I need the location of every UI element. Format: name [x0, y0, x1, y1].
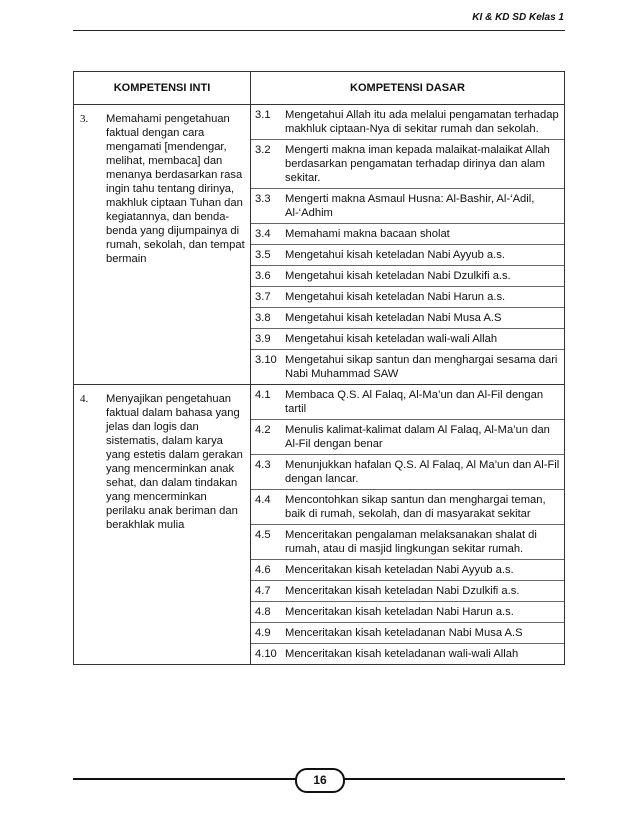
kd-number: 4.3 — [255, 459, 271, 471]
kd-number: 4.5 — [255, 529, 271, 541]
table-body — [74, 105, 565, 665]
kd-number: 3.4 — [255, 228, 271, 240]
table-row — [74, 105, 565, 385]
kd-item — [251, 602, 564, 623]
kd-item — [251, 350, 564, 384]
kd-number: 4.1 — [255, 389, 271, 401]
kd-item — [251, 105, 564, 140]
ki-text: Menyajikan pengetahuan faktual dalam bahasa yang jelas dan logis dan sistematis, dalam karya yang estetis dalam gerakan yang mencerminkan anak sehat, dan dalam tindakan yang mencerminkan perilaku anak beriman dan berakhlak mulia — [106, 393, 243, 531]
ki-cell — [74, 105, 251, 385]
kd-text: Menceritakan pengalaman melaksanakan shalat di rumah, atau di masjid lingkungan sekitar rumah. — [285, 529, 537, 555]
kd-number: 3.8 — [255, 312, 271, 324]
running-header: KI & KD SD Kelas 1 — [472, 12, 564, 23]
kd-text: Mengerti makna Asmaul Husna: Al-Bashir, Al-‘Adil, Al-‘Adhim — [285, 193, 535, 219]
kd-text: Memahami makna bacaan sholat — [285, 228, 450, 240]
ki-number: 3. — [80, 113, 89, 125]
kd-item — [251, 266, 564, 287]
kd-text: Mengetahui kisah keteladan Nabi Ayyub a.s. — [285, 249, 505, 261]
kd-text: Menceritakan kisah keteladan Nabi Ayyub a.s. — [285, 564, 514, 576]
table-header-row — [74, 72, 565, 105]
kd-item — [251, 455, 564, 490]
column-header-kd: KOMPETENSI DASAR — [251, 72, 565, 105]
kd-item — [251, 287, 564, 308]
kd-text: Menceritakan kisah keteladan Nabi Harun a.s. — [285, 606, 514, 618]
kd-text: Menceritakan kisah keteladanan Nabi Musa A.S — [285, 627, 523, 639]
header-rule — [73, 30, 565, 31]
kd-number: 3.9 — [255, 333, 271, 345]
kd-text: Membaca Q.S. Al Falaq, Al-Ma’un dan Al-Fil dengan tartil — [285, 389, 544, 415]
table-row — [74, 385, 565, 665]
kd-number: 3.2 — [255, 144, 271, 156]
kd-number: 4.8 — [255, 606, 271, 618]
competency-table — [73, 71, 565, 665]
kd-item — [251, 623, 564, 644]
kd-number: 3.10 — [255, 354, 277, 366]
kd-item — [251, 644, 564, 664]
kd-number: 4.9 — [255, 627, 271, 639]
kd-item — [251, 140, 564, 189]
kd-text: Menulis kalimat-kalimat dalam Al Falaq, Al-Ma’un dan Al-Fil dengan benar — [285, 424, 550, 450]
kd-text: Mengerti makna iman kepada malaikat-malaikat Allah berdasarkan pengamatan terhadap dirinya dan alam sekitar. — [285, 144, 550, 184]
kd-number: 4.2 — [255, 424, 271, 436]
ki-content — [80, 112, 246, 266]
kd-number: 4.7 — [255, 585, 271, 597]
kd-item — [251, 329, 564, 350]
kd-number: 3.3 — [255, 193, 271, 205]
kd-item — [251, 525, 564, 560]
kd-text: Menceritakan kisah keteladanan wali-wali Allah — [285, 648, 519, 660]
column-header-ki: KOMPETENSI INTI — [74, 72, 251, 105]
ki-number: 4. — [80, 393, 89, 405]
kd-item — [251, 581, 564, 602]
kd-cell — [251, 105, 565, 385]
kd-number: 3.6 — [255, 270, 271, 282]
kd-number: 4.10 — [255, 648, 277, 660]
kd-cell — [251, 385, 565, 665]
kd-item — [251, 490, 564, 525]
ki-content — [80, 392, 246, 532]
kd-item — [251, 560, 564, 581]
kd-number: 4.4 — [255, 494, 271, 506]
kd-item — [251, 308, 564, 329]
kd-number: 4.6 — [255, 564, 271, 576]
page-number: 16 — [295, 768, 345, 793]
kd-item — [251, 189, 564, 224]
kd-text: Mengetahui kisah keteladan Nabi Dzulkifi a.s. — [285, 270, 511, 282]
kd-text: Mengetahui kisah keteladan Nabi Musa A.S — [285, 312, 502, 324]
kd-text: Menunjukkan hafalan Q.S. Al Falaq, Al Ma’un dan Al-Fil dengan lancar. — [285, 459, 560, 485]
kd-text: Mencontohkan sikap santun dan menghargai teman, baik di rumah, sekolah, dan di masyarakat sekitar — [285, 494, 546, 520]
kd-number: 3.7 — [255, 291, 271, 303]
ki-cell — [74, 385, 251, 665]
kd-number: 3.5 — [255, 249, 271, 261]
kd-text: Mengetahui Allah itu ada melalui pengamatan terhadap makhluk ciptaan-Nya di sekitar rumah dan sekolah. — [285, 109, 559, 135]
kd-text: Mengetahui kisah keteladan wali-wali Allah — [285, 333, 498, 345]
kd-item — [251, 245, 564, 266]
kd-item — [251, 224, 564, 245]
kd-text: Menceritakan kisah keteladan Nabi Dzulkifi a.s. — [285, 585, 520, 597]
kd-item — [251, 420, 564, 455]
kd-text: Mengetahui kisah keteladan Nabi Harun a.s. — [285, 291, 506, 303]
ki-text: Memahami pengetahuan faktual dengan cara mengamati [mendengar, melihat, membaca] dan menanya berdasarkan rasa ingin tahu tentang dirinya, makhluk ciptaan Tuhan dan kegiatannya, dan benda-benda yang dijumpainya di rumah, sekolah, dan tempat bermain — [106, 113, 245, 265]
kd-item — [251, 385, 564, 420]
kd-number: 3.1 — [255, 109, 271, 121]
kd-text: Mengetahui sikap santun dan menghargai sesama dari Nabi Muhammad SAW — [285, 354, 558, 380]
